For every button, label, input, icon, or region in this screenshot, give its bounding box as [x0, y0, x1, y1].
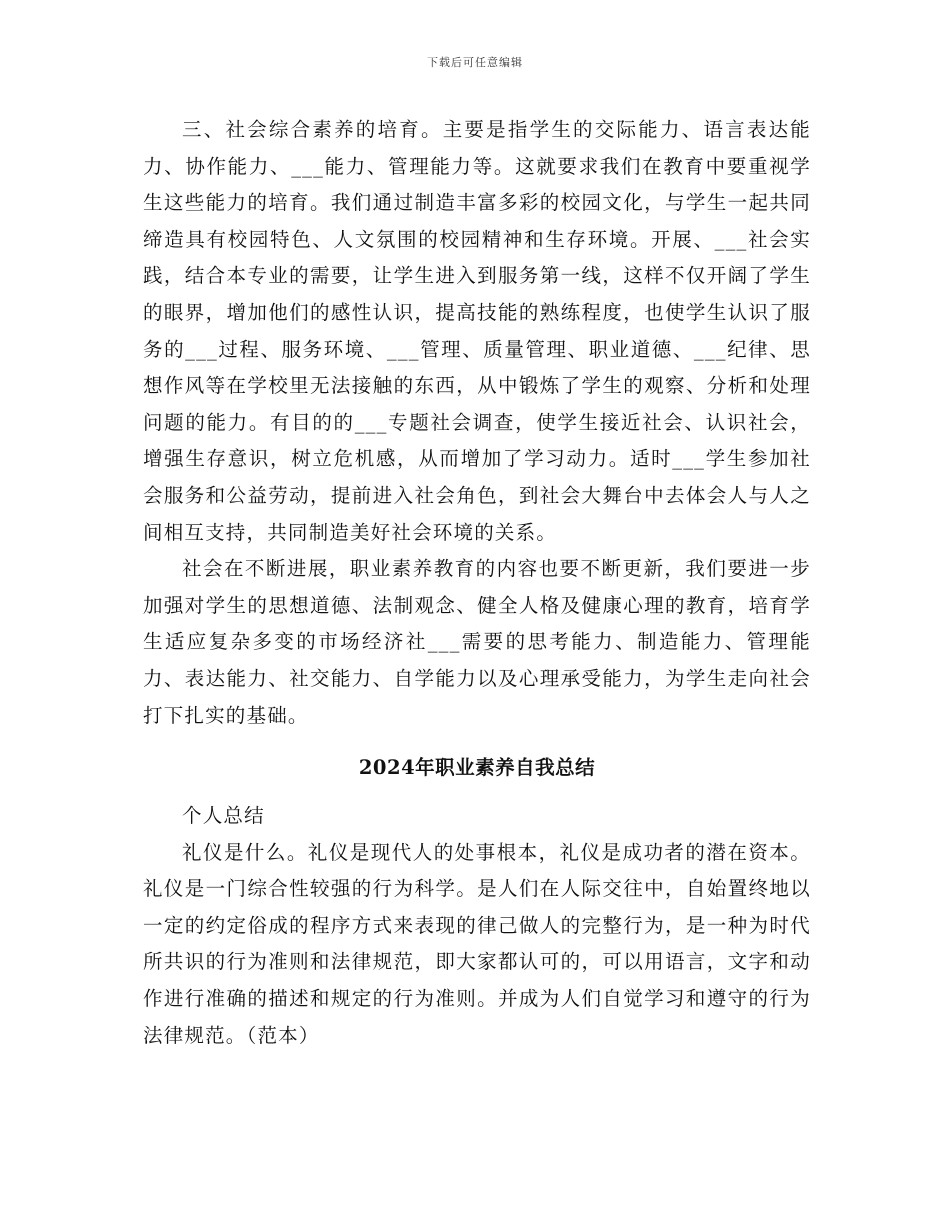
paragraph-social-literacy: 三、社会综合素养的培育。主要是指学生的交际能力、语言表达能力、协作能力、___能力、管理能力等。这就要求我们在教育中要重视学生这些能力的培育。我们通过制造丰富多彩的校园文化，与学生一起共同缔造具有校园特色、人文氛围的校园精神和生存环境。开展、___社会实践，结合本专业的需要，让学生进入到服务第一线，这样不仅开阔了学生的眼界，增加他们的感性认识，提高技能的熟练程度，也使学生认识了服务的___过程、服务环境、___管理、质量管理、职业道德、___纪律、思想作风等在学校里无法接触的东西，从中锻炼了学生的观察、分析和处理问题的能力。有目的的___专题社会调查，使学生接近社会、认识社会，增强生存意识，树立危机感，从而增加了学习动力。适时___学生参加社会服务和公益劳动，提前进入社会角色，到社会大舞台中去体会人与人之间相互支持，共同制造美好社会环境的关系。 — [143, 118, 811, 544]
page-header-note: 下载后可任意编辑 — [427, 56, 523, 69]
paragraph-education-update: 社会在不断进展，职业素养教育的内容也要不断更新，我们要进一步加强对学生的思想道德、法制观念、健全人格及健康心理的教育，培育学生适应复杂多变的市场经济社___需要的思考能力、制造能力、管理能力、表达能力、社交能力、自学能力以及心理承受能力，为学生走向社会打下扎实的基础。 — [143, 557, 811, 727]
paragraph-etiquette: 礼仪是什么。礼仪是现代人的处事根本，礼仪是成功者的潜在资本。礼仪是一门综合性较强的行为科学。是人们在人际交往中，自始置终地以一定的约定俗成的程序方式来表现的律己做人的完整行为，是一种为时代所共识的行为准则和法律规范，即大家都认可的，可以用语言，文字和动作进行准确的描述和规定的行为准则。并成为人们自觉学习和遵守的行为法律规范。（范本） — [143, 840, 811, 1047]
document-body — [143, 112, 811, 1054]
section-title: 2024年职业素养自我总结 — [358, 756, 596, 780]
sub-heading: 个人总结 — [182, 804, 265, 828]
